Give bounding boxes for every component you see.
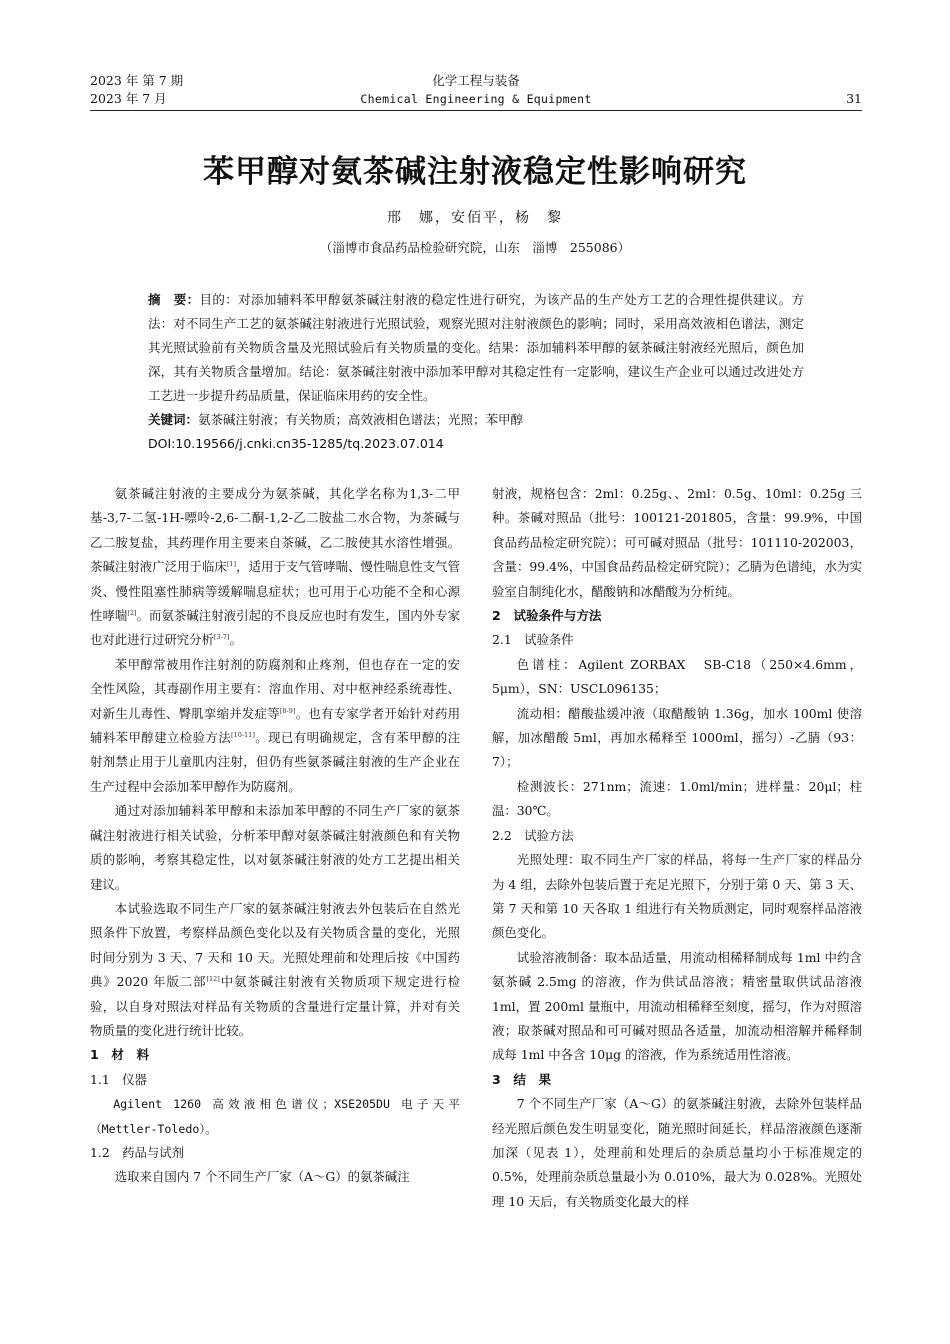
intro-paragraph-3: 通过对添加辅料苯甲醇和未添加苯甲醇的不同生产厂家的氨茶碱注射液进行相关试验，分析苯甲醇对氨茶碱注射液颜色和有关物质的影响，考察其稳定性，以对氨茶碱注射液的处方工艺提出相关建议。	[90, 803, 460, 892]
citation-link[interactable]: [2]	[127, 609, 137, 618]
left-column	[90, 482, 460, 1190]
abstract-paragraph	[148, 288, 804, 408]
subsection-heading-conditions: 2.1 试验条件	[492, 632, 574, 648]
column-paragraph: 色谱柱：Agilent ZORBAX SB-C18（250×4.6mm，5μm），SN：USCL096135；	[492, 656, 862, 697]
doi: DOI:10.19566/j.cnki.cn35-1285/tq.2023.07.014	[148, 436, 444, 451]
subsection-heading-reagents: 1.2 药品与试剂	[90, 1144, 185, 1160]
reagents-paragraph-continued: 射液，规格包含：2ml：0.25g、、2ml：0.5g、10ml：0.25g 三种。茶碱对照品（批号：100121-201805，含量：99.9%，中国食品药品检定研究院）；可可碱对照品（批号：101110-202003，含量：99.4%，中国食品药品检定研究院）；乙腈为色谱纯，水为实验室自制纯化水，醋酸钠和冰醋酸为分析纯。	[492, 486, 862, 599]
page-header	[90, 72, 862, 111]
abstract-text: 目的：对添加辅料苯甲醇氨茶碱注射液的稳定性进行研究，为该产品的生产处方工艺的合理性提供建议。方法：对不同生产工艺的氨茶碱注射液进行光照试验，观察光照对注射液颜色的影响；同时，采用高效液相色谱法，测定其光照试验前有关物质含量及光照试验后有关物质量的变化。结果：添加辅料苯甲醇的氨茶碱注射液经光照后，颜色加深，其有关物质含量增加。结论：氨茶碱注射液中添加苯甲醇对其稳定性有一定影响，建议生产企业可以通过改进处方工艺进一步提升药品质量，保证临床用药的安全性。	[148, 292, 804, 403]
issue-number: 2023 年 第 7 期	[90, 73, 184, 88]
results-paragraph: 7 个不同生产厂家（A～G）的氨茶碱注射液，去除外包装样品经光照后颜色发生明显变化，随光照时间延长，样品溶液颜色逐渐加深（见表 1），处理前和处理后的杂质总量均小于标准规定的 0.5%，处理前杂质总量最小为 0.010%，最大为 0.028%。光照处理 10 天后，有关物质变化最大的样	[492, 1096, 862, 1209]
intro-paragraph-2	[90, 653, 460, 799]
section-heading-methods: 2 试验条件与方法	[492, 608, 602, 624]
citation-link[interactable]: [8-9]	[279, 706, 296, 715]
section-heading-materials: 1 材 料	[90, 1047, 150, 1063]
mobile-phase-paragraph: 流动相：醋酸盐缓冲液（取醋酸钠 1.36g，加水 100ml 使溶解，加冰醋酸 5ml，再加水稀释至 1000ml，摇匀）-乙腈（93：7）；	[492, 705, 862, 770]
keywords-label: 关键词：	[148, 412, 199, 427]
intro-paragraph-1	[90, 482, 460, 653]
abstract-label: 摘 要：	[148, 292, 200, 307]
right-column	[492, 482, 862, 1214]
text-run: 。现已有明确规定，含有苯甲醇的注射剂禁止用于儿童肌内注射，但仍有些氨茶碱注射液的生产企业在生产过程中会添加苯甲醇作为防腐剂。	[90, 730, 461, 794]
article-title: 苯甲醇对氨茶碱注射液稳定性影响研究	[203, 154, 747, 190]
issue-date: 2023 年 7 月	[90, 91, 167, 106]
text-run: 苯甲醇常被用作注射剂的防腐剂和止疼剂，但也存在一定的安全性风险，其毒副作用主要有：溶血作用、对中枢神经系统毒性、对新生儿毒性、臀肌挛缩并发症等	[90, 656, 460, 721]
reagents-paragraph-start: 选取来自国内 7 个不同生产厂家（A～G）的氨茶碱注	[114, 1169, 410, 1185]
journal-name-cn: 化学工程与装备	[432, 73, 520, 88]
citation-link[interactable]: [10-11]	[231, 731, 255, 740]
article-affiliation: （淄博市食品药品检验研究院，山东 淄博 255086）	[319, 240, 631, 255]
journal-name	[90, 72, 862, 108]
text-run: 氨茶碱注射液的主要成分为氨茶碱，其化学名称为1,3-二甲基-3,7-二氢-1H-嘌呤-2,6-二酮-1,2-乙二胺盐二水合物，为茶碱与乙二胺复盐，其药理作用主要来自茶碱，乙二胺使其水溶性增强。茶碱注射液广泛用于临床	[90, 486, 460, 575]
text-run: 本试验选取不同生产厂家的氨茶碱注射液去外包装后在自然光照条件下放置，考察样品颜色变化以及有关物质含量的变化，光照时间分别为 3 天、7 天和 10 天。光照处理前和处理后按《中国药典》2020 年版二部	[90, 900, 460, 990]
intro-paragraph-4	[90, 897, 460, 1043]
text-run: 中氨茶碱注射液有关物质项下规定进行检验，以自身对照法对样品有关物质的含量进行定量计算，并对有关物质量的变化进行统计比较。	[90, 974, 460, 1038]
solution-prep-paragraph: 试验溶液制备：取本品适量，用流动相稀释制成每 1ml 中约含氨茶碱 2.5mg 的溶液，作为供试品溶液；精密量取供试品溶液 1ml，置 200ml 量瓶中，用流动相稀释至刻度，摇匀，作为对照溶液；取茶碱对照品和可可碱对照品各适量，加流动相溶解并稀释制成每 1ml 中各含 10μg 的溶液，作为系统适用性溶液。	[492, 949, 862, 1063]
text-run: ，适用于支气管哮喘、慢性喘息性支气管炎、慢性阻塞性肺病等缓解喘息症状；也可用于心功能不全和心源性哮喘	[90, 559, 461, 624]
text-run: 。而氨茶碱注射液引起的不良反应也时有发生，国内外专家也对此进行过研究分析	[90, 608, 461, 648]
instruments-paragraph: Agilent 1260 高效液相色谱仪；XSE205DU 电子天平（Mettler-Toledo）。	[90, 1097, 460, 1136]
journal-name-en: Chemical Engineering & Equipment	[360, 92, 592, 106]
article-authors: 邢 娜，安佰平，杨 黎	[387, 210, 563, 226]
light-treatment-paragraph: 光照处理：取不同生产厂家的样品，将每一生产厂家的样品分为 4 组，去除外包装后置于充足光照下，分别于第 0 天、第 3 天、第 7 天和第 10 天各取 1 组进行有关物质测定，同时观察样品溶液颜色变化。	[492, 852, 862, 941]
citation-link[interactable]: [1]	[226, 560, 237, 569]
keywords-text: 氨茶碱注射液；有关物质；高效液相色谱法；光照；苯甲醇	[198, 412, 524, 427]
subsection-heading-procedure: 2.2 试验方法	[492, 827, 574, 843]
abstract-block	[148, 288, 804, 456]
text-run: 。	[229, 632, 242, 648]
section-heading-results: 3 结 果	[492, 1071, 552, 1087]
text-run: 。也有专家学者开始针对药用辅料苯甲醇建立检验方法	[90, 705, 461, 746]
citation-link[interactable]: [3-7]	[213, 633, 230, 642]
subsection-heading-instruments: 1.1 仪器	[90, 1071, 147, 1087]
page-number: 31	[846, 91, 862, 106]
keywords-paragraph	[148, 408, 804, 432]
detection-paragraph: 检测波长：271nm；流速：1.0ml/min；进样量：20μl；柱温：30℃。	[492, 778, 862, 819]
citation-link[interactable]: [12]	[206, 975, 220, 984]
